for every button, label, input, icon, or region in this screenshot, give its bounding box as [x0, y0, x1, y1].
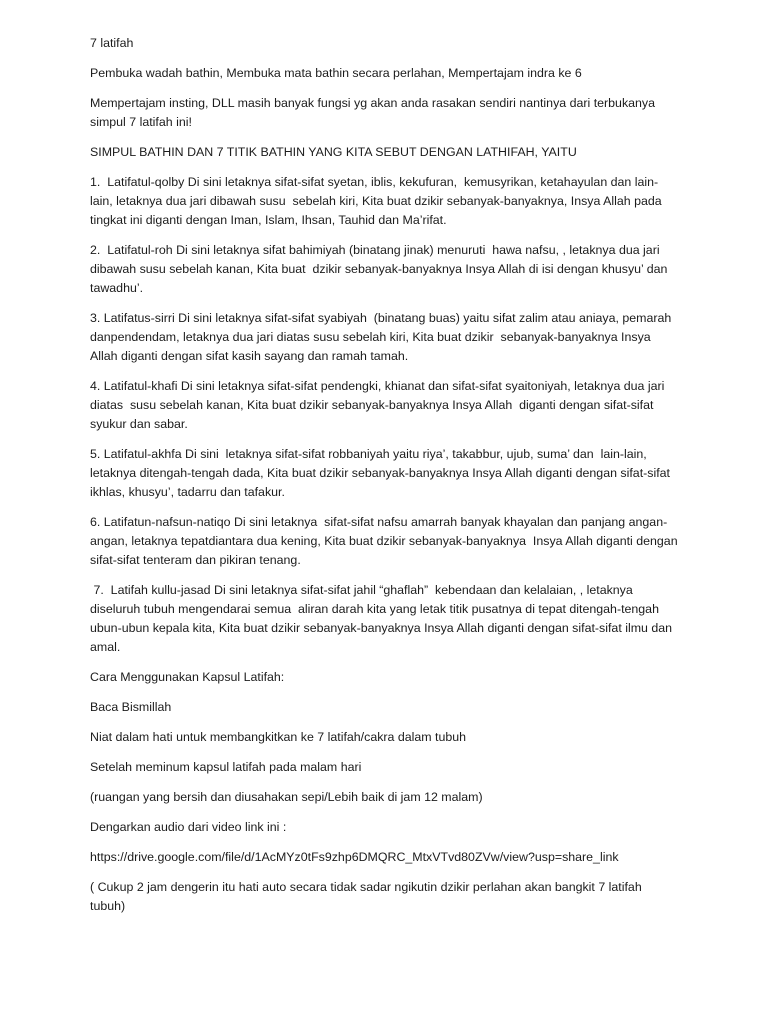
latifah-item-6: 6. Latifatun-nafsun-natiqo Di sini letaknya sifat-sifat nafsu amarrah banyak khayalan dan panjang angan-angan, letaknya tepatdiantara dua kening, Kita buat dzikir sebanyak-banyaknya Insya Allah diganti dengan sifat-sifat tenteram dan pikiran tenang. [90, 515, 682, 567]
usage-step-bismillah: Baca Bismillah [90, 700, 172, 714]
document-body [90, 34, 680, 927]
latifah-item-5: 5. Latifatul-akhfa Di sini letaknya sifat-sifat robbaniyah yaitu riya’, takabbur, ujub, suma’ dan lain-lain, letaknya ditengah-tengah dada, Kita buat dzikir sebanyak-banyaknya Insya Allah diganti dengan sifat-sifat ikhlas, khusyu’, tadarru dan tafakur. [90, 447, 674, 499]
paragraph-intro: Pembuka wadah bathin, Membuka mata bathin secara perlahan, Mempertajam indra ke 6 [90, 66, 582, 80]
document-title: 7 latifah [90, 36, 134, 50]
latifah-item-7: 7. Latifah kullu-jasad Di sini letaknya sifat-sifat jahil “ghaflah” kebendaan dan kelalaian, , letaknya diseluruh tubuh mengendarai semua aliran darah kita yang letak titik pusatnya di tepat ditengah-tengah ubun-ubun kepala kita, Kita buat dzikir sebanyak-banyaknya Insya Allah diganti dengan sifat-sifat ilmu dan amal. [90, 583, 676, 654]
paragraph-benefits: Mempertajam insting, DLL masih banyak fungsi yg akan anda rasakan sendiri nantinya dari terbukanya simpul 7 latifah ini! [90, 96, 659, 129]
usage-step-capsule: Setelah meminum kapsul latifah pada malam hari [90, 760, 362, 774]
latifah-item-3: 3. Latifatus-sirri Di sini letaknya sifat-sifat syabiyah (binatang buas) yaitu sifat zalim atau aniaya, pemarah danpendendam, letaknya dua jari diatas susu sebelah kiri, Kita buat dzikir sebanyak-banyaknya Insya Allah diganti dengan sifat kasih sayang dan ramah tamah. [90, 311, 675, 363]
usage-note-duration: ( Cukup 2 jam dengerin itu hati auto secara tidak sadar ngikutin dzikir perlahan akan bangkit 7 latifah tubuh) [90, 880, 646, 913]
audio-link[interactable]: https://drive.google.com/file/d/1AcMYz0tFs9zhp6DMQRC_MtxVTvd80ZVw/view?usp=share_link [90, 850, 619, 864]
usage-heading: Cara Menggunakan Kapsul Latifah: [90, 670, 285, 684]
usage-step-audio: Dengarkan audio dari video link ini : [90, 820, 287, 834]
latifah-item-2: 2. Latifatul-roh Di sini letaknya sifat bahimiyah (binatang jinak) menuruti hawa nafsu, , letaknya dua jari dibawah susu sebelah kanan, Kita buat dzikir sebanyak-banyaknya Insya Allah di isi dengan khusyu’ dan tawadhu’. [90, 243, 671, 295]
latifah-item-4: 4. Latifatul-khafi Di sini letaknya sifat-sifat pendengki, khianat dan sifat-sifat syaitoniyah, letaknya dua jari diatas susu sebelah kanan, Kita buat dzikir sebanyak-banyaknya Insya Allah diganti dengan sifat-sifat syukur dan sabar. [90, 379, 668, 431]
latifah-item-1: 1. Latifatul-qolby Di sini letaknya sifat-sifat syetan, iblis, kekufuran, kemusyrikan, ketahayulan dan lain-lain, letaknya dua jari dibawah susu sebelah kiri, Kita buat dzikir sebanyak-banyaknya, Insya Allah pada tingkat ini diganti dengan Iman, Islam, Ihsan, Tauhid dan Ma’rifat. [90, 175, 666, 227]
section-heading: SIMPUL BATHIN DAN 7 TITIK BATHIN YANG KITA SEBUT DENGAN LATHIFAH, YAITU [90, 145, 577, 159]
usage-note-room: (ruangan yang bersih dan diusahakan sepi/Lebih baik di jam 12 malam) [90, 790, 483, 804]
usage-step-intention: Niat dalam hati untuk membangkitkan ke 7 latifah/cakra dalam tubuh [90, 730, 467, 744]
